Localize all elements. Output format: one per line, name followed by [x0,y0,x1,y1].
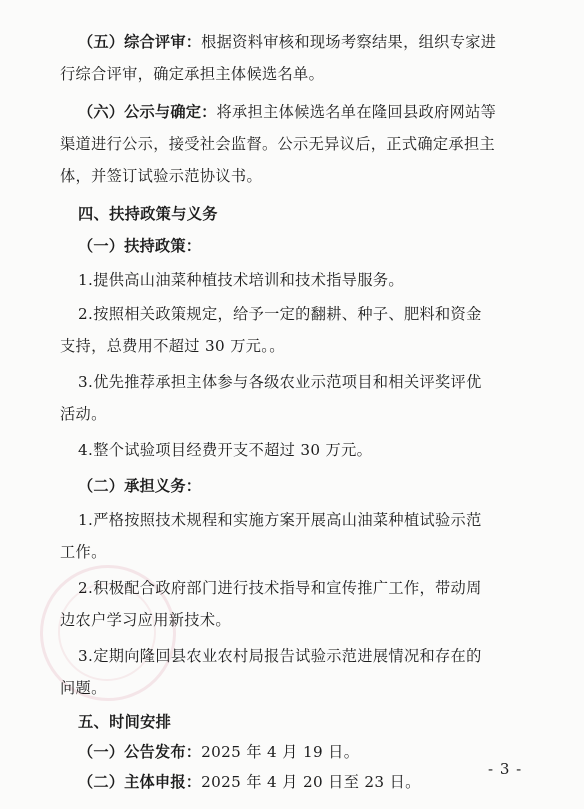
line-text: 四、扶持政策与义务 [78,205,218,223]
text-line [60,134,540,154]
line-text: 渠道进行公示，接受社会监督。公示无异议后，正式确定承担主 [60,135,496,153]
text-line [78,236,558,256]
subsection-label: （二）承担义务： [78,477,202,495]
text-line [78,304,558,324]
line-text: 工作。 [60,543,107,561]
text-line [78,270,558,290]
page-number: - 3 - [488,760,523,778]
text-line [78,32,558,52]
text-line [60,542,540,562]
section-heading [78,712,558,732]
line-text: 行综合评审，确定承担主体候选名单。 [60,65,325,83]
subsection-label: （六）公示与确定： [78,103,217,121]
line-text: 2025 年 4 月 19 日。 [201,743,360,761]
text-line [78,476,558,496]
line-text: 3.定期向隆回县农业农村局报告试验示范进展情况和存在的 [78,647,482,665]
text-line [78,440,558,460]
text-line [78,372,558,392]
line-text: 根据资料审核和现场考察结果，组织专家进 [201,33,497,51]
line-text: 1.提供高山油菜种植技术培训和技术指导服务。 [78,271,404,289]
line-text: 3.优先推荐承担主体参与各级农业示范项目和相关评奖评优 [78,373,482,391]
subsection-label: （一）公告发布： [78,743,202,761]
line-text: 将承担主体候选名单在隆回县政府网站等 [216,103,497,121]
subsection-label: （一）扶持政策： [78,237,202,255]
text-line [60,404,540,424]
line-text: 2025 年 4 月 20 日至 23 日。 [201,773,421,791]
section-heading [78,204,558,224]
line-text: 体，并签订试验示范协议书。 [60,167,262,185]
line-text: 2.按照相关政策规定，给予一定的翻耕、种子、肥料和资金 [78,305,482,323]
line-text: 支持，总费用不超过 30 万元。。 [60,337,285,355]
line-text: 4.整个试验项目经费开支不超过 30 万元。 [78,441,373,459]
line-text: 活动。 [60,405,107,423]
line-text: 五、时间安排 [78,713,172,731]
text-line [60,166,540,186]
subsection-label: （二）主体申报： [78,773,202,791]
text-line [60,64,540,84]
text-line [78,510,558,530]
text-line [60,336,540,356]
text-line [78,772,558,792]
text-line [78,742,558,762]
line-text: 问题。 [60,679,107,697]
line-text: 1.严格按照技术规程和实施方案开展高山油菜种植试验示范 [78,511,482,529]
text-line [60,678,540,698]
text-line [78,102,558,122]
text-line [78,578,558,598]
line-text: 2.积极配合政府部门进行技术指导和宣传推广工作，带动周 [78,579,482,597]
subsection-label: （五）综合评审： [78,33,202,51]
text-line [78,646,558,666]
line-text: 边农户学习应用新技术。 [60,611,231,629]
text-line [60,610,540,630]
